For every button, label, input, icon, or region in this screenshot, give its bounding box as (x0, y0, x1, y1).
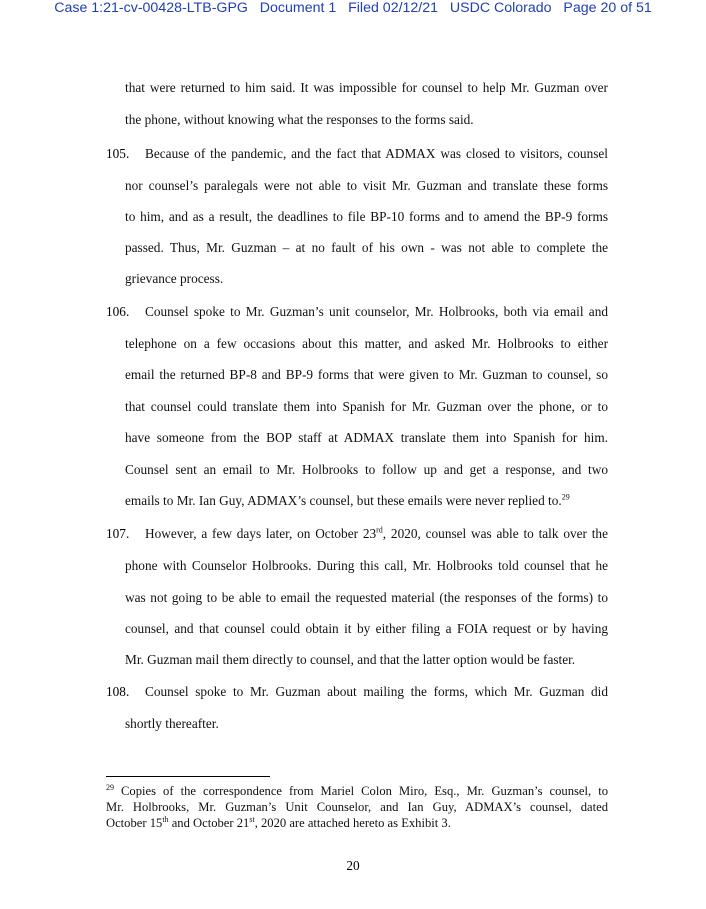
paragraph-number-105: 105. (106, 146, 130, 161)
filed-date: Filed 02/12/21 (348, 0, 439, 16)
p106-line-7-text: emails to Mr. Ian Guy, ADMAX’s counsel, but these emails were never replied to. (125, 493, 562, 508)
page-count: Page 20 of 51 (563, 0, 652, 16)
p107-line-3: was not going to be able to email the requested material (the responses of the forms) to (125, 590, 608, 605)
p106-line-5: have someone from the BOP staff at ADMAX translate them into Spanish for him. (125, 430, 608, 445)
p106-line-1: Counsel spoke to Mr. Guzman’s unit counselor, Mr. Holbrooks, both via email and (145, 304, 608, 319)
p107-line-2: phone with Counselor Holbrooks. During this call, Mr. Holbrooks told counsel that he (125, 558, 608, 573)
ordinal-suffix-st: st (249, 814, 255, 824)
ordinal-suffix: rd (376, 525, 383, 535)
document-number: Document 1 (259, 0, 337, 16)
paragraph-number-108: 108. (106, 684, 130, 699)
p105-line-3: to him, and as a result, the deadlines to file BP-10 forms and to amend the BP-9 forms (125, 209, 608, 224)
p107-line-4: counsel, and that counsel could obtain it by either filing a FOIA request or by having (125, 621, 608, 636)
p107-line-1-start: However, a few days later, on October 23 (145, 526, 377, 541)
paragraph-number-107: 107. (106, 526, 130, 541)
p107-line-1 (145, 526, 608, 542)
footnote-line-1-text: Copies of the correspondence from Mariel Colon Miro, Esq., Mr. Guzman’s counsel, to (114, 784, 608, 798)
p106-line-2: telephone on a few occasions about this matter, and asked Mr. Holbrooks to either (125, 336, 608, 351)
p105-line-2: nor counsel’s paralegals were not able to visit Mr. Guzman and translate these forms (125, 178, 608, 193)
p107-line-5: Mr. Guzman mail them directly to counsel, and that the latter option would be faster. (125, 652, 576, 667)
footnote-marker: 29 (106, 782, 114, 792)
footnote-separator (106, 776, 270, 777)
p108-line-2: shortly thereafter. (125, 716, 219, 731)
case-number: Case 1:21-cv-00428-LTB-GPG (54, 0, 248, 16)
footnote-line-3-start: October 15 (106, 816, 163, 830)
intro-line-1: that were returned to him said. It was impossible for counsel to help Mr. Guzman over (125, 80, 608, 95)
page-number: 20 (346, 858, 360, 873)
court-name: USDC Colorado (449, 0, 552, 16)
footnote-line-1 (106, 784, 608, 799)
intro-line-2: the phone, without knowing what the responses to the forms said. (125, 112, 474, 127)
p106-line-6: Counsel sent an email to Mr. Holbrooks to follow up and get a response, and two (125, 462, 608, 477)
p108-line-1: Counsel spoke to Mr. Guzman about mailing the forms, which Mr. Guzman did (145, 684, 608, 699)
p106-line-3: email the returned BP-8 and BP-9 forms that were given to Mr. Guzman to counsel, so (125, 367, 608, 382)
p105-line-4: passed. Thus, Mr. Guzman – at no fault of his own - was not able to complete the (125, 240, 608, 255)
footnote-line-2: Mr. Holbrooks, Mr. Guzman’s Unit Counselor, and Ian Guy, ADMAX’s counsel, dated (106, 800, 608, 814)
p106-line-7 (125, 493, 570, 509)
footnote-reference-29: 29 (561, 492, 570, 502)
footnote-line-3-end: , 2020 are attached hereto as Exhibit 3. (254, 816, 451, 830)
paragraph-number-106: 106. (106, 304, 130, 319)
footnote-line-3 (106, 816, 451, 831)
filing-header (0, 0, 706, 17)
ordinal-suffix-th: th (162, 814, 169, 824)
p107-line-1-end: , 2020, counsel was able to talk over the (382, 526, 608, 541)
p105-line-1: Because of the pandemic, and the fact that ADMAX was closed to visitors, counsel (145, 146, 608, 161)
p106-line-4: that counsel could translate them into Spanish for Mr. Guzman over the phone, or to (125, 399, 608, 414)
p105-line-5: grievance process. (125, 271, 224, 286)
footnote-line-3-middle: and October 21 (168, 816, 250, 830)
